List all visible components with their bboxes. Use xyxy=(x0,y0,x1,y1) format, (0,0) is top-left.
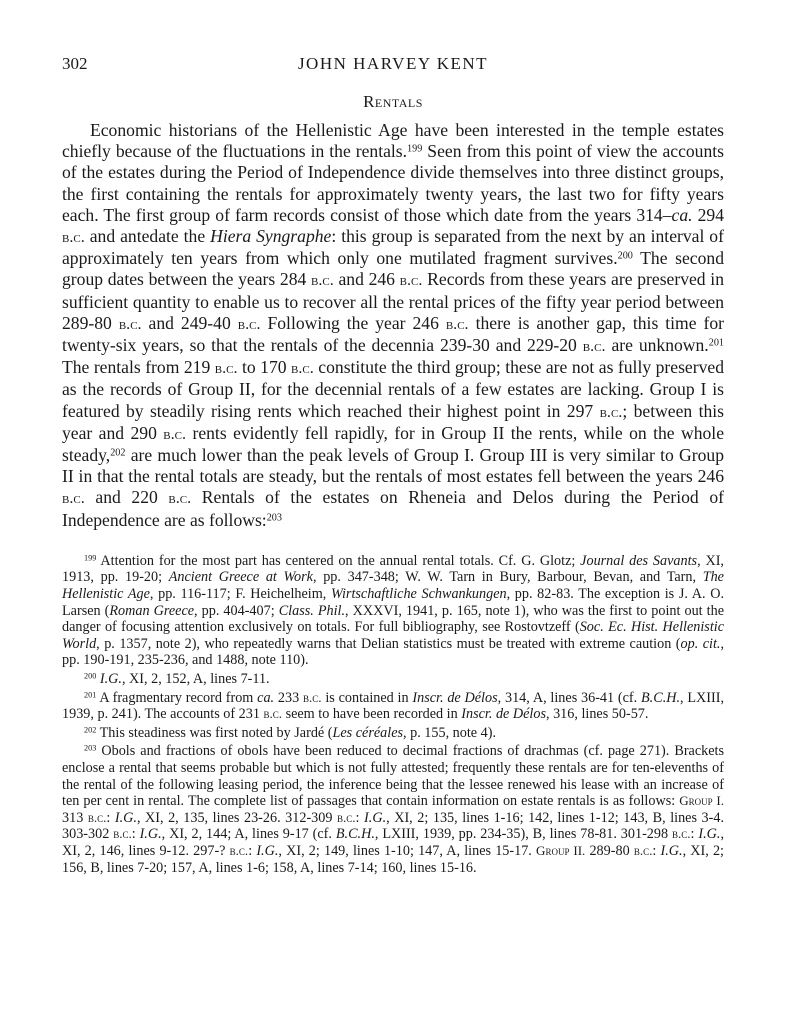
text-span: A fragmentary record from xyxy=(96,689,258,706)
text-span: This steadiness was first noted by Jardé ( xyxy=(96,724,333,741)
text-span: are unknown. xyxy=(605,335,709,356)
footnote-number: 201 xyxy=(84,690,97,700)
text-span: Following the year 246 xyxy=(260,312,446,333)
era-abbrev: b.c. xyxy=(87,809,107,825)
text-span: , XI, 1913, pp. 19-20; xyxy=(62,552,724,586)
text-span: Obols and fractions of obols have been reduced to decimal fractions of drachmas (cf. page 271). Brackets enclose a rental that seems probable but which is not fully attested; frequently these rentals are for ten-elevenths of the rental of the following leasing period, the inference being that the lessee renewed his lease with an increase of ten per cent in rental. The complete list of passages that contain information on estate rentals is as follows: xyxy=(62,743,724,810)
page xyxy=(62,50,724,878)
text-span: Seen from this point of view the accounts of the estates during the Period of Independence divide themselves into three distinct groups, the first containing the rentals for approximately twenty years, the last two for fifty years each. The first group of farm records consist of those which date from the years 314– xyxy=(62,141,725,225)
era-abbrev: b.c. xyxy=(168,489,192,508)
era-abbrev: b.c. xyxy=(672,826,691,842)
text-span: : xyxy=(131,826,140,843)
text-span: constitute the third group; these are not as fully preserved as the records of Group II, for the decennial rentals of a few estates are lacking. Group I is featured by steadily rising rents which reached their highest point in 297 xyxy=(62,357,724,421)
era-abbrev: b.c. xyxy=(229,842,249,858)
era-abbrev: b.c. xyxy=(633,842,653,858)
italic-span: I.G. xyxy=(698,826,721,843)
footnote-number: 202 xyxy=(84,725,97,735)
text-span: , pp. 190-191, 235-236, and 1488, note 110). xyxy=(62,635,724,669)
era-abbrev: b.c. xyxy=(263,706,283,722)
footnotes xyxy=(62,553,724,876)
italic-span: Class. Phil. xyxy=(278,602,346,619)
era-abbrev: b.c. xyxy=(62,228,85,247)
text-span: , p. 155, note 4). xyxy=(403,724,497,741)
footnote-ref-200[interactable]: 200 xyxy=(617,250,633,262)
footnote-ref-201[interactable]: 201 xyxy=(708,337,724,349)
text-span: , 314, A, lines 36-41 (cf. xyxy=(497,689,642,706)
era-abbrev: b.c. xyxy=(163,424,187,443)
text-span: , XI, 2; 149, lines 1-10; 147, A, lines 15-17. xyxy=(278,842,537,859)
text-span: and antedate the xyxy=(84,226,211,247)
text-span: , LXIII, 1939, p. 241). The accounts of 231 xyxy=(62,689,725,723)
text-span: 294 xyxy=(692,204,724,225)
text-span: 233 xyxy=(274,689,303,706)
group-label: Group II. xyxy=(536,842,586,858)
text-span: : xyxy=(248,842,257,859)
era-abbrev: b.c. xyxy=(118,314,142,333)
italic-span: I.G. xyxy=(256,842,279,859)
footnote-ref-199[interactable]: 199 xyxy=(407,143,423,155)
text-span: are much lower than the peak levels of Group I. Group III is very similar to Group II in that the rental totals are steady, but the rentals of most estates fell between the years 246 xyxy=(62,445,724,487)
text-span: seem to have been recorded in xyxy=(282,706,462,723)
text-span: , p. 1357, note 2), who repeatedly warns that Delian statistics must be treated with extreme caution ( xyxy=(96,635,681,652)
text-span: , XI, 2; 156, B, lines 7-20; 157, A, lines 1-6; 158, A, lines 7-14; 160, lines 15-16. xyxy=(62,842,724,876)
italic-span: Journal des Savants xyxy=(580,552,698,569)
italic-span: The Hellenistic Age xyxy=(62,569,724,603)
footnote-203 xyxy=(62,743,724,876)
text-span: Rentals of the estates on Rheneia and Delos during the Period of Independence are as follows: xyxy=(62,487,724,530)
text-span: , XI, 2; 135, lines 1-16; 142, lines 1-12; 143, B, lines 3-4. 303-302 xyxy=(62,809,724,843)
text-span: : xyxy=(652,842,661,859)
italic-span: ca. xyxy=(257,689,275,706)
era-abbrev: b.c. xyxy=(62,489,85,508)
italic-span: I.G. xyxy=(660,842,683,859)
footnote-ref-203[interactable]: 203 xyxy=(266,512,282,524)
text-span: : xyxy=(690,826,699,843)
text-span: : this group is separated from the next by an interval of approximately ten years from which only one mutilated fragment survives. xyxy=(62,226,724,269)
footnote-199 xyxy=(62,553,724,669)
text-span: The rentals from 219 xyxy=(62,357,215,378)
era-abbrev: b.c. xyxy=(582,337,606,356)
italic-span: I.G. xyxy=(99,671,122,688)
page-header xyxy=(62,50,724,78)
footnote-number: 199 xyxy=(84,553,97,563)
italic-span: Roman Greece xyxy=(109,602,195,619)
text-span: , XXXVI, 1941, p. 165, note 1), who was the first to point out the danger of focusing attention exclusively on totals. For full bibliography, see Rostovtzeff ( xyxy=(62,602,724,636)
italic-span: Ancient Greece at Work xyxy=(168,569,313,586)
era-abbrev: b.c. xyxy=(599,402,623,421)
text-span: , pp. 82-83. The exception is J. A. O. Larsen ( xyxy=(62,586,724,619)
italic-span: Hiera Syngraphe xyxy=(210,226,332,247)
text-span: , XI, 2, 146, lines 9-12. 297-? xyxy=(62,826,724,859)
text-span: and 246 xyxy=(333,269,400,290)
italic-span: B.C.H. xyxy=(641,689,681,706)
text-span: and 220 xyxy=(84,487,169,508)
footnote-number: 203 xyxy=(84,743,97,753)
italic-span: Wirtschaftliche Schwankungen xyxy=(330,586,507,603)
era-abbrev: b.c. xyxy=(291,359,314,378)
text-span: 313 xyxy=(62,809,88,826)
text-span: and 249-40 xyxy=(141,312,238,333)
footnote-201 xyxy=(62,690,724,723)
text-span: ; between this year and 290 xyxy=(62,400,724,443)
running-head: JOHN HARVEY KENT xyxy=(297,54,489,73)
text-span: , XI, 2, 152, A, lines 7-11. xyxy=(121,671,270,688)
text-span: is contained in xyxy=(321,689,413,706)
footnote-number: 200 xyxy=(84,671,97,681)
text-span: Attention for the most part has centered on the annual rental totals. Cf. G. Glotz; xyxy=(96,552,581,569)
italic-span: I.G. xyxy=(364,809,387,826)
italic-span: Les céréales xyxy=(332,724,404,741)
text-span: , LXIII, 1939, pp. 234-35), B, lines 78-81. 301-298 xyxy=(374,826,672,843)
era-abbrev: b.c. xyxy=(337,809,356,825)
italic-span: ca. xyxy=(671,204,693,225)
text-span: , XI, 2, 135, lines 23-26. 312-309 xyxy=(136,809,338,826)
era-abbrev: b.c. xyxy=(113,826,132,842)
text-span: : xyxy=(106,809,115,826)
footnote-ref-202[interactable]: 202 xyxy=(110,447,126,459)
text-span: rents evidently fell rapidly, for in Group II the rents, while on the whole steady, xyxy=(62,422,725,466)
text-span: , 316, lines 50-57. xyxy=(545,706,649,723)
text-span: Records from these years are preserved in sufficient quantity to enable us to recover all the rental prices of the fifty year period between 289-80 xyxy=(62,269,724,333)
text-span: there is another gap, this time for twenty-six years, so that the rentals of the decennia 239-30 and 229-20 xyxy=(62,312,724,356)
body-paragraph xyxy=(62,120,724,531)
group-label: Group I. xyxy=(679,793,724,809)
era-abbrev: b.c. xyxy=(237,314,261,333)
era-abbrev: b.c. xyxy=(214,359,238,378)
section-title: Rentals xyxy=(363,92,423,111)
text-span: 289-80 xyxy=(585,842,634,859)
text-span: , XI, 2, 144; A, lines 9-17 (cf. xyxy=(161,826,336,843)
era-abbrev: b.c. xyxy=(311,271,334,290)
italic-span: Inscr. de Délos xyxy=(461,706,546,723)
era-abbrev: b.c. xyxy=(303,689,322,705)
era-abbrev: b.c. xyxy=(399,271,423,290)
italic-span: Soc. Ec. Hist. Hellenistic World xyxy=(62,619,724,652)
italic-span: op. cit. xyxy=(680,635,721,652)
page-number: 302 xyxy=(62,54,88,73)
italic-span: I.G. xyxy=(114,809,137,826)
text-span: to 170 xyxy=(237,357,292,378)
footnote-200 xyxy=(62,671,724,688)
footnote-202 xyxy=(62,725,724,742)
italic-span: B.C.H. xyxy=(335,826,375,843)
italic-span: I.G. xyxy=(139,826,162,843)
text-span: The second group dates between the years 284 xyxy=(62,248,725,290)
text-span: , pp. 116-117; F. Heichelheim, xyxy=(149,586,331,603)
text-span: : xyxy=(355,809,365,826)
italic-span: Inscr. de Délos xyxy=(412,689,498,706)
text-span: , pp. 404-407; xyxy=(194,602,279,619)
era-abbrev: b.c. xyxy=(445,314,469,333)
text-span: Economic historians of the Hellenistic Age have been interested in the temple estates chiefly because of the fluctuations in the rentals. xyxy=(62,120,724,162)
text-span: , pp. 347-348; W. W. Tarn in Bury, Barbour, Bevan, and Tarn, xyxy=(312,569,703,586)
